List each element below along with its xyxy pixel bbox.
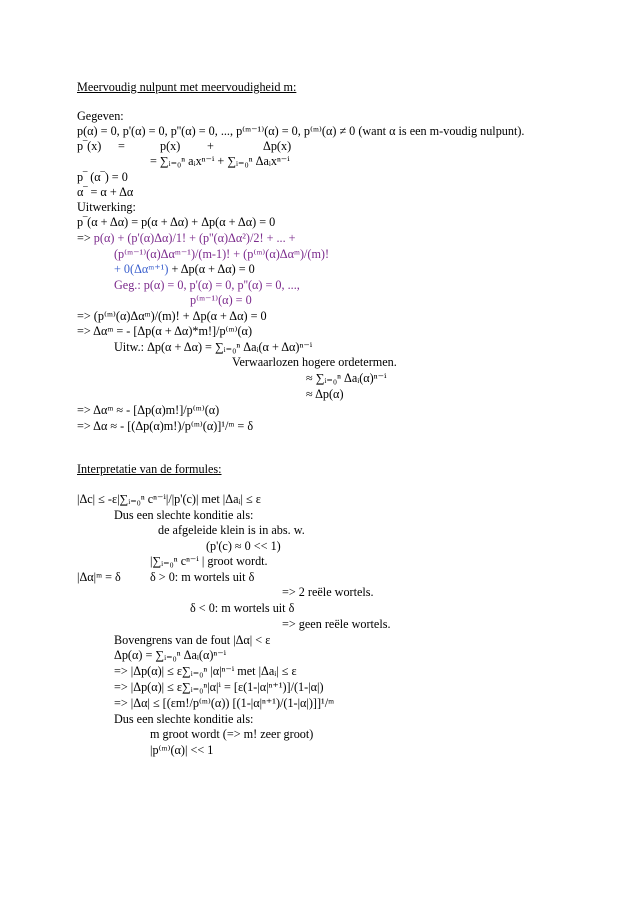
delta-positive: δ > 0: m wortels uit δ — [150, 570, 255, 584]
approx-dp: ≈ Δp(α) — [306, 387, 344, 401]
taylor-arrow — [77, 231, 296, 246]
delta-p-sum: Δp(α) = ∑ᵢ₌₀ⁿ Δaᵢ(α)ⁿ⁻ⁱ — [114, 648, 227, 662]
taylor-remainder — [114, 262, 255, 277]
taylor-series-line1: p(α) + (p'(α)Δα)/1! + (p''(α)Δα²)/2! + ... + — [93, 231, 296, 245]
perturbed-poly-lhs: p‾(x) — [77, 139, 102, 153]
delta-p-geometric: => |Δp(α)| ≤ ε∑ᵢ₌₀ⁿ|α|ⁱ = [ε(1-|α|ⁿ⁺¹)]/(1-|α|) — [114, 680, 324, 694]
uitw-expansion: Uitw.: Δp(α + Δα) = ∑ᵢ₌₀ⁿ Δaᵢ(α + Δα)ⁿ⁻ⁱ — [114, 340, 313, 354]
given-label: Gegeven: — [77, 109, 124, 123]
given-conditions: p(α) = 0, p'(α) = 0, p''(α) = 0, ..., p⁽ᵐ⁻¹⁾(α) = 0, p⁽ᵐ⁾(α) ≠ 0 (want α is een m-voudig nulpunt). — [77, 124, 525, 138]
bad-condition-intro: Dus een slechte konditie als: — [114, 508, 254, 522]
small-derivative: de afgeleide klein is in abs. w. — [158, 523, 305, 537]
sum-large: |∑ᵢ₌₀ⁿ cⁿ⁻ⁱ | groot wordt. — [150, 554, 268, 568]
neglect-higher-order: Verwaarlozen hogere ordetermen. — [232, 355, 397, 369]
perturbed-poly-dp: Δp(x) — [263, 139, 292, 153]
given-zero-derivatives-cont: p⁽ᵐ⁻¹⁾(α) = 0 — [190, 293, 252, 307]
perturbed-poly-eq: = — [118, 139, 125, 153]
perturbed-poly-plus: + — [207, 139, 214, 153]
big-o-term: + 0(Δαᵐ⁺¹) — [114, 262, 169, 276]
approx-sum: ≈ ∑ᵢ₌₀ⁿ Δaᵢ(α)ⁿ⁻ⁱ — [306, 371, 387, 385]
section-heading-multiple-root: Meervoudig nulpunt met meervoudigheid m: — [77, 80, 297, 94]
delta-alpha-result: => Δα ≈ - [(Δp(α)m!)/p⁽ᵐ⁾(α)]¹/ᵐ = δ — [77, 419, 254, 433]
no-real-roots: => geen reële wortels. — [282, 617, 391, 631]
delta-alpha-bound: => |Δα| ≤ [(εm!/p⁽ᵐ⁾(α)) [(1-|α|ⁿ⁺¹)/(1-|α|)]]¹/ᵐ — [114, 696, 335, 710]
pm-small: |p⁽ᵐ⁾(α)| << 1 — [150, 743, 214, 757]
error-upper-bound: Bovengrens van de fout |Δα| < ε — [114, 633, 271, 647]
perturbed-poly-sum: = ∑ᵢ₌₀ⁿ aᵢxⁿ⁻ⁱ + ∑ᵢ₌₀ⁿ Δaᵢxⁿ⁻ⁱ — [150, 154, 290, 168]
section-heading-interpretation: Interpretatie van de formules: — [77, 462, 222, 476]
delta-alpha-m: => Δαᵐ = - [Δp(α + Δα)*m!]/p⁽ᵐ⁾(α) — [77, 324, 252, 338]
two-real-roots: => 2 reële wortels. — [282, 585, 374, 599]
perturbed-root-eq: p‾ (α‾) = 0 — [77, 170, 128, 184]
work-label: Uitwerking: — [77, 200, 136, 214]
given-zero-derivatives: Geg.: p(α) = 0, p'(α) = 0, p''(α) = 0, ..., — [114, 278, 300, 292]
delta-c-bound: |Δc| ≤ -ε|∑ᵢ₌₀ⁿ cⁿ⁻ⁱ|/|p'(c)| met |Δaᵢ| ≤ ε — [77, 492, 261, 506]
m-large: m groot wordt (=> m! zeer groot) — [150, 727, 314, 741]
reduced-equation: => (p⁽ᵐ⁾(α)Δαᵐ)/(m)! + Δp(α + Δα) = 0 — [77, 309, 267, 323]
remainder-rest: + Δp(α + Δα) = 0 — [168, 262, 255, 276]
delta-negative: δ < 0: m wortels uit δ — [190, 601, 295, 615]
perturbed-poly-p: p(x) — [160, 139, 181, 153]
delta-alpha-m-approx: => Δαᵐ ≈ - [Δp(α)m!]/p⁽ᵐ⁾(α) — [77, 403, 220, 417]
delta-p-bound: => |Δp(α)| ≤ ε∑ᵢ₌₀ⁿ |α|ⁿ⁻ⁱ met |Δaᵢ| ≤ ε — [114, 664, 297, 678]
perturbed-root-def: α‾ = α + Δα — [77, 185, 134, 199]
derivative-near-zero: (p'(c) ≈ 0 << 1) — [206, 539, 281, 553]
taylor-start: p‾(α + Δα) = p(α + Δα) + Δp(α + Δα) = 0 — [77, 215, 276, 229]
abs-delta-alpha-m: |Δα|ᵐ = δ — [77, 570, 121, 584]
taylor-series-line2: (p⁽ᵐ⁻¹⁾(α)Δαᵐ⁻¹)/(m-1)! + (p⁽ᵐ⁾(α)Δαᵐ)/(m)! — [114, 247, 330, 261]
arrow-prefix: => — [77, 231, 94, 245]
bad-condition-intro-2: Dus een slechte konditie als: — [114, 712, 254, 726]
